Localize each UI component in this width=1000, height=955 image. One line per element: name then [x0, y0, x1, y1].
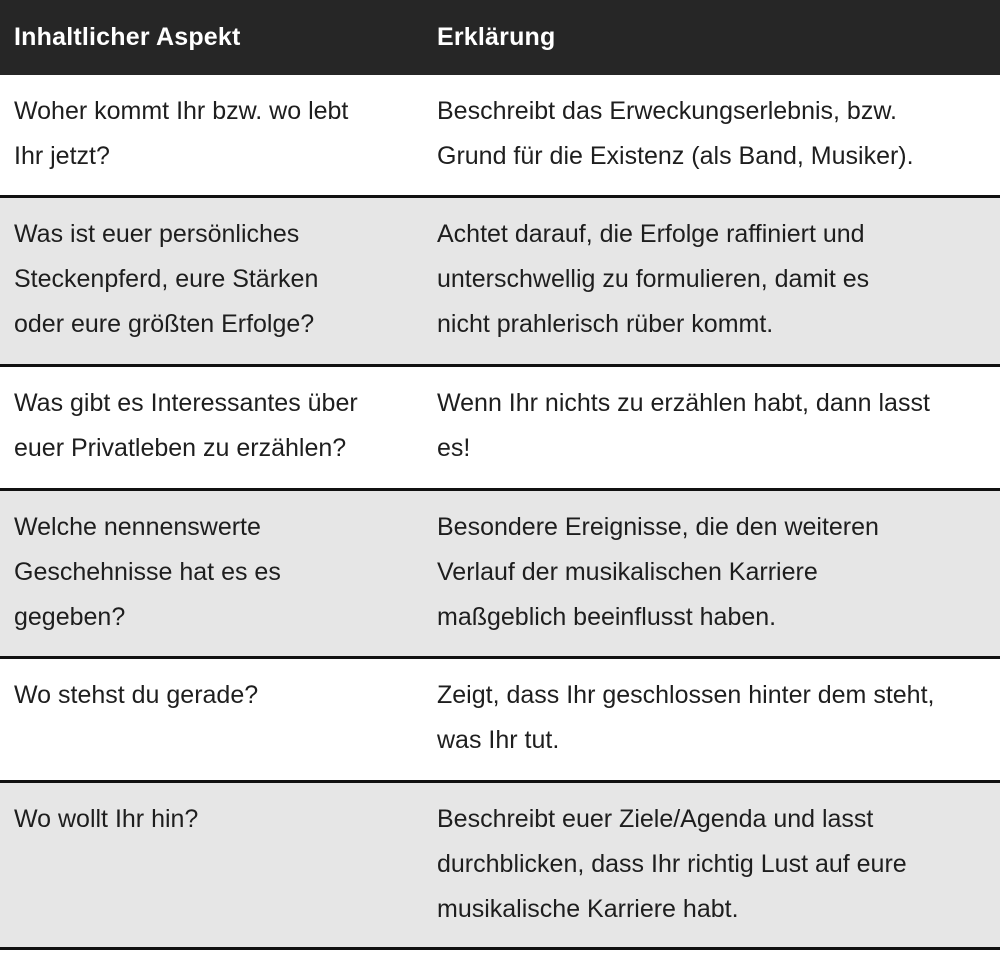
explanation-cell — [423, 89, 1000, 195]
explanation-text: es! — [437, 434, 471, 462]
table-row — [0, 75, 1000, 198]
aspect-text: Welche nennenswerte — [14, 513, 261, 541]
table-row — [0, 491, 1000, 659]
aspect-text: Wo wollt Ihr hin? — [14, 805, 199, 833]
aspect-text: euer Privatleben zu erzählen? — [14, 434, 347, 462]
table-header — [0, 0, 1000, 75]
aspect-cell — [0, 381, 423, 488]
explanation-text: Achtet darauf, die Erfolge raffiniert und — [437, 220, 865, 248]
explanation-text: musikalische Karriere habt. — [437, 895, 739, 923]
aspect-text: Ihr jetzt? — [14, 142, 110, 170]
aspect-text: Was ist euer persönliches — [14, 220, 300, 248]
explanation-text: Wenn Ihr nichts zu erzählen habt, dann lasst — [437, 389, 930, 417]
table-row — [0, 198, 1000, 367]
explanation-text: Grund für die Existenz (als Band, Musiker). — [437, 142, 914, 170]
explanation-cell — [423, 673, 1000, 780]
explanation-text: Zeigt, dass Ihr geschlossen hinter dem steht, — [437, 681, 935, 709]
aspect-cell — [0, 212, 423, 364]
aspect-text: Was gibt es Interessantes über — [14, 389, 358, 417]
aspect-cell — [0, 89, 423, 195]
aspect-text: Woher kommt Ihr bzw. wo lebt — [14, 97, 349, 125]
aspect-cell — [0, 797, 423, 947]
table-row — [0, 783, 1000, 950]
explanation-text: was Ihr tut. — [437, 726, 560, 754]
explanation-text: maßgeblich beeinflusst haben. — [437, 603, 777, 631]
table-row — [0, 367, 1000, 491]
explanation-text: Besondere Ereignisse, die den weiteren — [437, 513, 879, 541]
explanation-cell — [423, 381, 1000, 488]
aspect-cell — [0, 505, 423, 656]
aspect-text: Wo stehst du gerade? — [14, 681, 259, 709]
aspect-text: oder eure größten Erfolge? — [14, 310, 315, 338]
explanation-cell — [423, 505, 1000, 656]
explanation-text: unterschwellig zu formulieren, damit es — [437, 265, 870, 293]
explanation-text: Beschreibt euer Ziele/Agenda und lasst — [437, 805, 874, 833]
aspect-text: gegeben? — [14, 603, 126, 631]
header-aspect: Inhaltlicher Aspekt — [14, 23, 241, 51]
header-explanation: Erklärung — [437, 23, 556, 51]
aspect-text: Steckenpferd, eure Stärken — [14, 265, 319, 293]
explanation-text: Beschreibt das Erweckungserlebnis, bzw. — [437, 97, 897, 125]
aspect-cell — [0, 673, 423, 780]
explanation-text: Verlauf der musikalischen Karriere — [437, 558, 818, 586]
aspect-text: Geschehnisse hat es es — [14, 558, 281, 586]
explanation-cell — [423, 212, 1000, 364]
explanation-text: nicht prahlerisch rüber kommt. — [437, 310, 774, 338]
explanation-text: durchblicken, dass Ihr richtig Lust auf eure — [437, 850, 907, 878]
table-row — [0, 659, 1000, 783]
explanation-cell — [423, 797, 1000, 947]
